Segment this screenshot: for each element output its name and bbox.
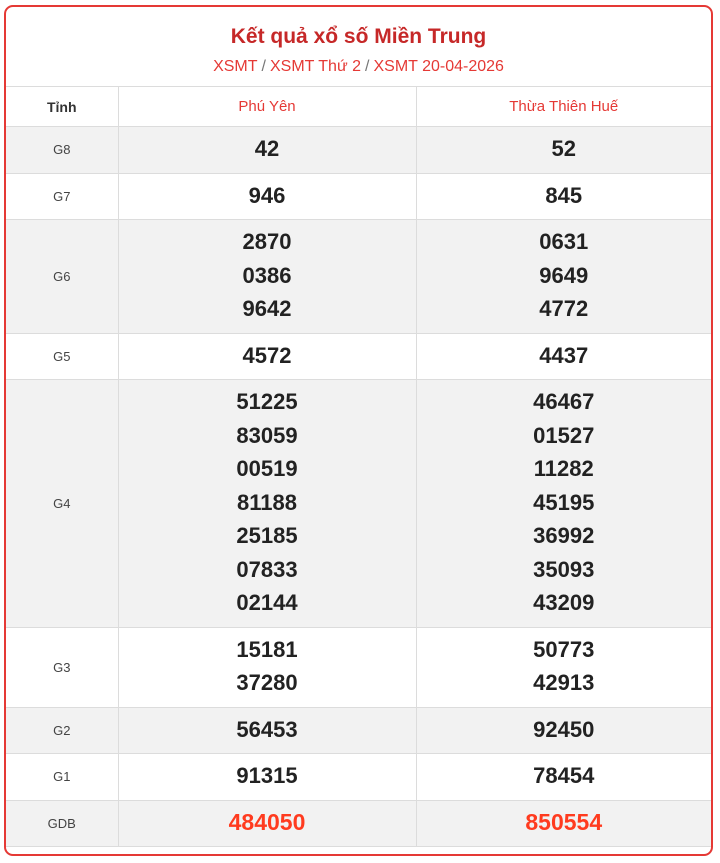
prize-number: 36992 [533,523,595,548]
prize-label: G5 [6,333,118,380]
prize-label: G8 [6,127,118,174]
prize-row-g6 [6,220,711,334]
prize-cell-phu-yen [118,127,416,174]
column-header-thua-thien-hue[interactable]: Thừa Thiên Huế [416,87,711,127]
prize-cell-thua-thien-hue [416,220,711,334]
prize-cell-phu-yen [118,627,416,707]
prize-number: 9642 [242,296,292,321]
prize-cell-phu-yen [118,220,416,334]
prize-number: 02144 [236,590,298,615]
table-header-row [6,87,711,127]
prize-label: G3 [6,627,118,707]
prize-number: 25185 [236,523,298,548]
prize-cell-phu-yen [118,380,416,628]
prize-number: 92450 [533,716,595,742]
prize-row-g4 [6,380,711,628]
prize-label: G7 [6,173,118,220]
prize-label: G1 [6,754,118,801]
prize-label: G6 [6,220,118,334]
breadcrumb-separator: / [365,58,370,75]
breadcrumb-link-date[interactable]: XSMT 20-04-2026 [373,58,504,75]
prize-number: 81188 [237,489,297,515]
prize-cell-phu-yen [118,173,416,220]
prize-number: 4437 [539,342,589,368]
prize-cell-thua-thien-hue [416,173,711,220]
prize-number: 07833 [236,556,298,582]
prize-number: 35093 [533,556,595,582]
prize-number: 52 [551,136,576,161]
prize-cell-thua-thien-hue [416,127,711,174]
prize-number: 56453 [236,716,298,742]
results-header [6,7,711,87]
prize-label: G2 [6,707,118,754]
breadcrumb-link-xsmt[interactable]: XSMT [213,58,258,75]
prize-number: 45195 [533,489,595,515]
prize-cell-thua-thien-hue [416,333,711,380]
prize-number: 845 [545,182,583,208]
results-card [4,5,713,856]
prize-cell-thua-thien-hue [416,380,711,628]
prize-number: 78454 [533,763,595,788]
prize-cell-thua-thien-hue [416,627,711,707]
page-title: Kết quả xổ số Miền Trung [230,25,487,48]
prize-label: G4 [6,380,118,628]
breadcrumb-link-xsmt-thu2[interactable]: XSMT Thứ 2 [269,58,362,75]
prize-cell-thua-thien-hue [416,754,711,801]
prize-number: 46467 [533,389,595,414]
prize-row-g2 [6,707,711,754]
prize-number: 0631 [539,229,589,254]
prize-row-g7 [6,173,711,220]
prize-number: 83059 [236,422,298,448]
prize-row-g1 [6,754,711,801]
prize-number: 91315 [236,763,298,788]
results-body [6,127,711,847]
prize-number: 37280 [236,670,298,695]
column-header-phu-yen[interactable]: Phú Yên [118,87,416,127]
prize-row-gdb [6,800,711,847]
prize-number: 9649 [539,262,589,288]
prize-number: 4772 [539,296,589,321]
column-header-province: Tỉnh [6,87,118,127]
prize-number: 946 [248,182,286,208]
prize-label: GDB [6,800,118,847]
prize-number: 42 [254,136,280,161]
prize-cell-thua-thien-hue [416,707,711,754]
prize-number: 484050 [228,808,306,835]
prize-number: 0386 [242,262,292,288]
prize-row-g5 [6,333,711,380]
prize-number: 15181 [236,636,298,662]
prize-cell-phu-yen [118,800,416,847]
prize-number: 01527 [533,422,595,448]
breadcrumb-separator: / [261,58,266,75]
results-table [6,87,711,847]
prize-cell-phu-yen [118,754,416,801]
prize-cell-phu-yen [118,707,416,754]
prize-cell-thua-thien-hue [416,800,711,847]
breadcrumb [6,57,711,77]
prize-number: 11282 [533,456,594,481]
prize-number: 00519 [236,456,298,481]
prize-number: 43209 [533,590,595,615]
prize-cell-phu-yen [118,333,416,380]
prize-row-g3 [6,627,711,707]
prize-number: 51225 [236,389,298,414]
prize-number: 4572 [242,342,292,368]
prize-row-g8 [6,127,711,174]
prize-number: 50773 [533,636,595,662]
prize-number: 850554 [525,808,603,835]
prize-number: 2870 [242,229,292,254]
prize-number: 42913 [533,670,595,695]
